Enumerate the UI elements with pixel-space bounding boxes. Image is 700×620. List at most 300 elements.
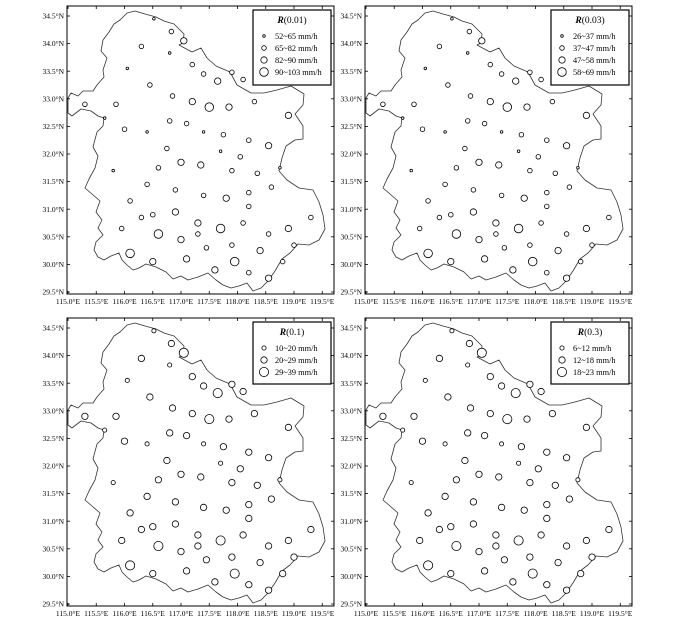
y-tick-label: 32.0°N bbox=[42, 149, 64, 159]
station-marker bbox=[555, 247, 561, 253]
legend-title bbox=[574, 15, 604, 26]
station-marker bbox=[112, 169, 115, 172]
x-tick-label: 116.0°E bbox=[112, 609, 137, 618]
station-marker bbox=[291, 554, 297, 560]
x-tick-label: 117.5°E bbox=[495, 297, 520, 306]
station-marker bbox=[216, 224, 225, 233]
station-marker bbox=[247, 190, 252, 195]
station-marker bbox=[538, 388, 544, 394]
station-marker bbox=[552, 482, 558, 488]
station-marker bbox=[189, 98, 195, 104]
station-marker bbox=[538, 532, 544, 538]
legend-symbol bbox=[559, 357, 565, 363]
station-marker bbox=[147, 394, 153, 400]
x-tick-label: 119.0°E bbox=[281, 609, 307, 618]
station-marker bbox=[517, 461, 521, 465]
station-marker bbox=[470, 499, 476, 505]
station-marker bbox=[511, 389, 520, 398]
x-tick-label: 117.5°E bbox=[197, 609, 222, 618]
station-marker bbox=[444, 131, 447, 134]
x-tick-label: 115.5°E bbox=[84, 609, 109, 618]
legend-box bbox=[551, 322, 629, 384]
x-tick-label: 115.5°E bbox=[84, 297, 109, 306]
station-marker bbox=[280, 259, 285, 264]
y-tick-label: 33.5°N bbox=[340, 378, 362, 388]
station-marker bbox=[481, 256, 487, 262]
station-marker bbox=[493, 532, 499, 538]
x-tick-label: 118.5°E bbox=[253, 609, 278, 618]
station-marker bbox=[184, 121, 189, 126]
station-marker bbox=[138, 355, 144, 361]
y-tick-label: 34.0°N bbox=[42, 351, 64, 361]
station-marker bbox=[246, 449, 252, 455]
station-marker bbox=[482, 121, 487, 126]
station-marker bbox=[153, 18, 156, 21]
station-marker bbox=[527, 479, 533, 485]
station-marker bbox=[265, 275, 271, 281]
station-marker bbox=[119, 226, 124, 231]
station-marker bbox=[280, 570, 286, 576]
station-marker bbox=[510, 267, 516, 273]
station-marker bbox=[401, 428, 405, 432]
station-marker bbox=[201, 193, 206, 198]
y-tick-label: 31.0°N bbox=[340, 204, 362, 214]
y-tick-label: 32.0°N bbox=[340, 461, 362, 471]
station-marker bbox=[213, 389, 222, 398]
station-marker bbox=[189, 373, 195, 379]
legend-title bbox=[276, 15, 306, 26]
station-marker bbox=[229, 479, 235, 485]
y-tick-label: 34.5°N bbox=[42, 11, 64, 21]
station-marker bbox=[82, 413, 88, 419]
x-tick-label: 117.0°E bbox=[168, 609, 194, 618]
legend-label: 37~47 mm/h bbox=[573, 44, 616, 53]
station-marker bbox=[401, 117, 404, 120]
y-tick-label: 31.0°N bbox=[42, 204, 64, 214]
x-tick-label: 119.5°E bbox=[608, 609, 633, 618]
station-marker bbox=[246, 515, 252, 521]
station-marker bbox=[521, 195, 527, 201]
station-marker bbox=[498, 504, 504, 510]
station-marker bbox=[139, 215, 144, 220]
legend-label: 58~69 mm/h bbox=[573, 68, 616, 77]
station-marker bbox=[502, 246, 507, 251]
y-tick-label: 34.5°N bbox=[42, 323, 64, 333]
x-tick-label: 116.5°E bbox=[438, 609, 463, 618]
station-marker bbox=[122, 127, 127, 132]
x-tick-label: 117.0°E bbox=[466, 609, 492, 618]
station-marker bbox=[241, 221, 246, 226]
station-marker bbox=[607, 215, 612, 220]
x-tick-label: 115.0°E bbox=[55, 297, 81, 306]
station-marker bbox=[292, 243, 297, 248]
legend-label: 52~65 mm/h bbox=[275, 32, 318, 41]
x-tick-label: 116.0°E bbox=[410, 297, 435, 306]
y-tick-label: 32.5°N bbox=[340, 122, 362, 131]
station-marker bbox=[412, 102, 417, 107]
station-marker bbox=[223, 507, 229, 513]
station-marker bbox=[238, 155, 243, 160]
station-marker bbox=[550, 99, 555, 104]
station-marker bbox=[462, 457, 468, 463]
station-marker bbox=[278, 478, 282, 482]
y-tick-label: 30.0°N bbox=[42, 260, 64, 269]
station-marker bbox=[479, 38, 485, 44]
station-marker bbox=[285, 537, 291, 543]
x-tick-label: 116.5°E bbox=[140, 297, 165, 306]
station-marker bbox=[471, 188, 476, 193]
station-marker bbox=[285, 112, 291, 118]
legend-label: 6~12 mm/h bbox=[573, 344, 612, 353]
station-marker bbox=[215, 78, 221, 84]
panel-r001 bbox=[42, 6, 334, 306]
station-marker bbox=[381, 102, 386, 107]
x-tick-label: 116.5°E bbox=[140, 609, 165, 618]
station-marker bbox=[539, 221, 544, 226]
x-tick-label: 117.0°E bbox=[466, 297, 492, 306]
station-marker bbox=[437, 215, 442, 220]
station-marker bbox=[453, 477, 459, 483]
station-marker bbox=[254, 482, 260, 488]
station-marker bbox=[230, 168, 235, 173]
station-marker bbox=[257, 559, 263, 565]
y-tick-label: 34.0°N bbox=[340, 351, 362, 361]
station-marker bbox=[488, 62, 493, 67]
station-marker bbox=[500, 442, 504, 446]
legend-label: 26~37 mm/h bbox=[573, 32, 616, 41]
station-marker bbox=[221, 132, 226, 137]
station-marker bbox=[125, 378, 129, 382]
legend-title-symbol: R bbox=[277, 16, 284, 26]
station-marker bbox=[201, 72, 206, 77]
station-marker bbox=[420, 127, 425, 132]
y-tick-label: 29.5°N bbox=[340, 599, 362, 609]
x-tick-label: 118.0°E bbox=[523, 609, 548, 618]
station-marker bbox=[481, 432, 487, 438]
station-marker bbox=[514, 224, 523, 233]
station-marker bbox=[527, 381, 533, 387]
station-marker bbox=[443, 442, 447, 446]
y-tick-label: 31.5°N bbox=[340, 489, 362, 499]
station-marker bbox=[545, 190, 550, 195]
station-marker bbox=[454, 166, 459, 171]
station-marker bbox=[476, 159, 482, 165]
x-tick-label: 115.0°E bbox=[353, 609, 379, 618]
station-marker bbox=[83, 102, 88, 107]
station-marker bbox=[549, 410, 555, 416]
station-marker bbox=[417, 537, 423, 543]
x-tick-label: 116.5°E bbox=[438, 297, 463, 306]
station-marker bbox=[170, 94, 175, 99]
legend-label: 65~82 mm/h bbox=[275, 44, 318, 53]
x-tick-label: 115.5°E bbox=[382, 609, 407, 618]
station-marker bbox=[169, 405, 175, 411]
legend-symbol bbox=[262, 46, 267, 51]
station-marker bbox=[380, 413, 386, 419]
station-marker bbox=[499, 193, 504, 198]
legend-label: 20~29 mm/h bbox=[275, 356, 318, 365]
station-marker bbox=[219, 150, 222, 153]
station-marker bbox=[265, 143, 271, 149]
station-marker bbox=[424, 561, 433, 570]
legend-symbol bbox=[557, 367, 566, 376]
station-marker bbox=[230, 243, 235, 248]
station-marker bbox=[226, 104, 232, 110]
y-tick-label: 32.0°N bbox=[42, 461, 64, 471]
station-marker bbox=[178, 236, 184, 242]
station-marker bbox=[450, 329, 454, 333]
station-marker bbox=[183, 568, 189, 574]
station-marker bbox=[152, 329, 156, 333]
station-marker bbox=[501, 557, 507, 563]
station-marker bbox=[212, 267, 218, 273]
station-marker bbox=[583, 537, 589, 543]
station-marker bbox=[467, 29, 472, 34]
station-marker bbox=[476, 471, 482, 477]
station-marker bbox=[487, 98, 493, 104]
station-marker bbox=[494, 232, 499, 237]
y-tick-label: 33.5°N bbox=[42, 66, 64, 76]
legend-title bbox=[279, 327, 305, 338]
station-marker bbox=[448, 570, 454, 576]
station-marker bbox=[205, 103, 214, 112]
station-marker bbox=[563, 587, 569, 593]
station-marker bbox=[178, 159, 184, 165]
legend-title-argument: (0.01) bbox=[283, 16, 307, 26]
x-tick-label: 118.5°E bbox=[551, 297, 576, 306]
station-marker bbox=[524, 104, 530, 110]
station-marker bbox=[577, 167, 580, 170]
station-marker bbox=[252, 99, 257, 104]
y-tick-label: 30.0°N bbox=[42, 572, 64, 581]
y-tick-label: 31.0°N bbox=[340, 516, 362, 526]
station-marker bbox=[220, 444, 226, 450]
station-marker bbox=[178, 548, 184, 554]
station-marker bbox=[183, 432, 189, 438]
station-marker bbox=[155, 477, 161, 483]
x-tick-label: 118.0°E bbox=[225, 609, 250, 618]
station-marker bbox=[470, 521, 476, 527]
station-marker bbox=[528, 70, 533, 75]
panel-r03 bbox=[340, 318, 632, 618]
station-marker bbox=[448, 258, 454, 264]
panel-r01 bbox=[42, 318, 334, 618]
station-marker bbox=[578, 259, 583, 264]
station-marker bbox=[555, 559, 561, 565]
y-tick-label: 34.0°N bbox=[42, 39, 64, 49]
station-marker bbox=[425, 510, 431, 516]
station-marker bbox=[524, 416, 530, 422]
station-marker bbox=[127, 510, 133, 516]
y-tick-label: 32.0°N bbox=[340, 149, 362, 159]
station-marker bbox=[589, 554, 595, 560]
station-marker bbox=[518, 444, 524, 450]
x-tick-label: 115.0°E bbox=[55, 609, 81, 618]
station-marker bbox=[308, 526, 314, 532]
station-marker bbox=[528, 243, 533, 248]
x-tick-label: 115.5°E bbox=[382, 297, 407, 306]
station-marker bbox=[168, 363, 172, 367]
y-tick-label: 33.5°N bbox=[340, 66, 362, 76]
y-tick-label: 31.5°N bbox=[340, 177, 362, 187]
station-marker bbox=[452, 541, 461, 550]
legend-label: 12~18 mm/h bbox=[573, 356, 616, 365]
station-marker bbox=[544, 515, 550, 521]
station-marker bbox=[246, 582, 252, 588]
station-marker bbox=[190, 62, 195, 67]
legend-box bbox=[253, 322, 331, 384]
station-marker bbox=[168, 52, 171, 55]
station-marker bbox=[126, 67, 129, 70]
y-tick-label: 31.0°N bbox=[42, 516, 64, 526]
station-marker bbox=[503, 103, 512, 112]
legend-title-argument: (0.03) bbox=[581, 16, 605, 26]
station-marker bbox=[476, 548, 482, 554]
station-marker bbox=[195, 532, 201, 538]
station-marker bbox=[203, 557, 209, 563]
station-marker bbox=[285, 225, 291, 231]
station-marker bbox=[481, 568, 487, 574]
station-marker bbox=[563, 143, 569, 149]
station-marker bbox=[230, 257, 239, 266]
y-tick-label: 33.5°N bbox=[42, 378, 64, 388]
station-marker bbox=[226, 416, 232, 422]
station-marker bbox=[179, 348, 188, 357]
station-marker bbox=[126, 249, 135, 258]
x-tick-label: 117.0°E bbox=[168, 297, 194, 306]
legend-symbol bbox=[560, 46, 565, 51]
x-tick-label: 115.0°E bbox=[353, 297, 379, 306]
station-marker bbox=[535, 466, 541, 472]
station-marker bbox=[496, 474, 502, 480]
station-marker bbox=[536, 155, 541, 160]
y-tick-label: 30.0°N bbox=[340, 260, 362, 269]
station-marker bbox=[139, 44, 144, 49]
station-marker bbox=[150, 258, 156, 264]
station-marker bbox=[200, 383, 206, 389]
station-marker bbox=[493, 543, 499, 549]
station-marker bbox=[169, 29, 174, 34]
station-marker bbox=[205, 415, 214, 424]
legend-label: 47~58 mm/h bbox=[573, 56, 616, 65]
y-tick-label: 33.0°N bbox=[340, 406, 362, 416]
station-marker bbox=[463, 146, 468, 151]
station-marker bbox=[465, 430, 471, 436]
y-tick-label: 32.5°N bbox=[340, 434, 362, 443]
station-marker bbox=[167, 430, 173, 436]
station-marker bbox=[468, 94, 473, 99]
station-marker bbox=[446, 83, 451, 88]
station-marker bbox=[563, 543, 569, 549]
x-tick-label: 119.5°E bbox=[310, 609, 335, 618]
station-marker bbox=[126, 561, 135, 570]
station-marker bbox=[202, 442, 206, 446]
station-marker bbox=[510, 579, 516, 585]
y-tick-label: 29.5°N bbox=[42, 287, 64, 297]
station-marker bbox=[266, 232, 271, 237]
station-marker bbox=[423, 378, 427, 382]
station-marker bbox=[216, 536, 225, 545]
station-marker bbox=[424, 249, 433, 258]
legend-title-argument: (0.3) bbox=[584, 328, 603, 338]
station-marker bbox=[156, 166, 161, 171]
station-marker bbox=[183, 256, 189, 262]
legend-label: 10~20 mm/h bbox=[275, 344, 318, 353]
legend-title-symbol: R bbox=[577, 328, 585, 338]
station-marker bbox=[154, 541, 163, 550]
station-marker bbox=[606, 526, 612, 532]
legend-title-argument: (0.1) bbox=[286, 328, 305, 338]
station-marker bbox=[539, 77, 544, 82]
station-marker bbox=[196, 232, 201, 237]
station-marker bbox=[411, 413, 417, 419]
station-marker bbox=[493, 220, 499, 226]
y-tick-label: 31.5°N bbox=[42, 177, 64, 187]
x-tick-label: 116.0°E bbox=[410, 609, 435, 618]
station-marker bbox=[247, 204, 252, 209]
y-tick-label: 30.5°N bbox=[42, 544, 64, 554]
x-tick-label: 117.5°E bbox=[197, 297, 222, 306]
station-marker bbox=[255, 171, 260, 176]
station-marker bbox=[466, 363, 470, 367]
station-marker bbox=[178, 471, 184, 477]
station-marker bbox=[150, 570, 156, 576]
station-marker bbox=[442, 493, 448, 499]
station-marker bbox=[285, 424, 291, 430]
station-marker bbox=[436, 526, 442, 532]
station-marker bbox=[443, 182, 448, 187]
station-marker bbox=[544, 449, 550, 455]
station-marker bbox=[566, 496, 572, 502]
station-marker bbox=[240, 388, 246, 394]
station-marker bbox=[424, 67, 427, 70]
station-marker bbox=[527, 554, 533, 560]
station-marker bbox=[202, 131, 205, 134]
legend-label: 18~23 mm/h bbox=[573, 368, 616, 377]
station-marker bbox=[229, 554, 235, 560]
station-marker bbox=[237, 466, 243, 472]
y-tick-label: 30.5°N bbox=[340, 232, 362, 242]
station-marker bbox=[265, 455, 271, 461]
y-tick-label: 32.5°N bbox=[42, 122, 64, 131]
station-marker bbox=[553, 171, 558, 176]
station-marker bbox=[172, 499, 178, 505]
legend-box bbox=[253, 10, 331, 85]
station-marker bbox=[172, 521, 178, 527]
station-marker bbox=[500, 131, 503, 134]
station-marker bbox=[466, 340, 472, 346]
station-marker bbox=[545, 204, 550, 209]
station-marker bbox=[583, 424, 589, 430]
station-marker bbox=[528, 257, 537, 266]
station-marker bbox=[138, 526, 144, 532]
station-marker bbox=[121, 438, 127, 444]
station-marker bbox=[528, 569, 537, 578]
legend-label: 82~90 mm/h bbox=[275, 56, 318, 65]
station-marker bbox=[470, 209, 476, 215]
station-marker bbox=[189, 410, 195, 416]
station-marker bbox=[230, 70, 235, 75]
station-marker bbox=[448, 524, 454, 530]
station-marker bbox=[198, 474, 204, 480]
legend-symbol bbox=[558, 68, 567, 77]
station-marker bbox=[503, 415, 512, 424]
y-tick-label: 30.0°N bbox=[340, 572, 362, 581]
legend-symbol bbox=[260, 68, 269, 77]
station-marker bbox=[563, 455, 569, 461]
y-tick-label: 30.5°N bbox=[340, 544, 362, 554]
x-tick-label: 119.0°E bbox=[281, 297, 307, 306]
